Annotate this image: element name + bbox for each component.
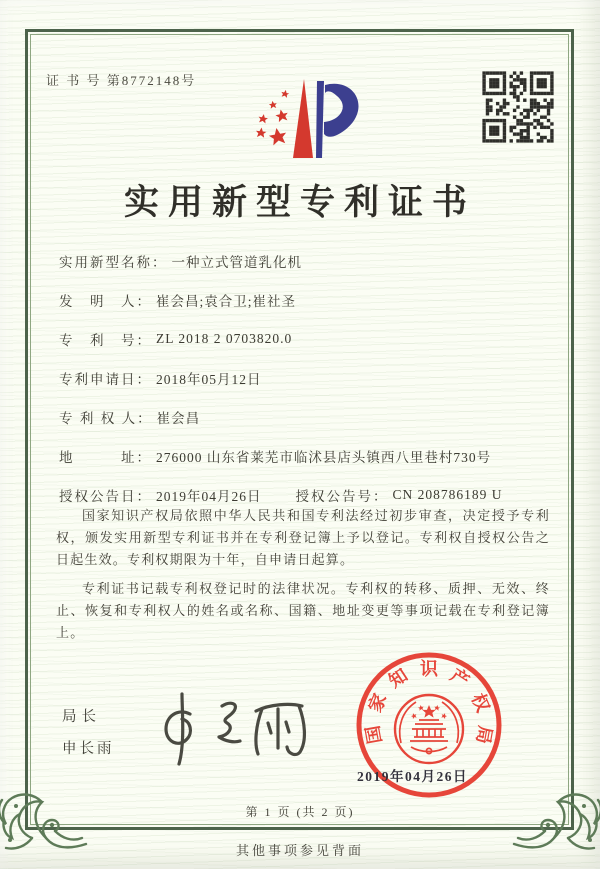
svg-text:权: 权: [467, 690, 494, 716]
body-paragraph-2: 专利证书记载专利权登记时的法律状况。专利权的转移、质押、无效、终止、恢复和专利权人的姓名或名称、国籍、地址变更等事项记载在专利登记簿上。: [56, 581, 550, 640]
field-value: 2018年05月12日: [156, 371, 262, 387]
svg-text:国: 国: [362, 724, 386, 746]
field-row-utility-model-name: [59, 241, 556, 280]
back-side-note: 其他事项参见背面: [235, 843, 364, 858]
field-label: 专利申请日：: [59, 371, 152, 387]
field-row-application-date: [59, 358, 556, 397]
seal-date: 2019年04月26日: [357, 769, 468, 784]
svg-text:知: 知: [385, 664, 412, 692]
certificate-fields: [59, 241, 556, 514]
field-row-address: [59, 436, 556, 475]
corner-flourish-bottom-left-icon: [0, 792, 90, 858]
field-value: 崔会昌;袁合卫;崔社圣: [156, 293, 297, 309]
certificate-title: 实用新型专利证书: [123, 183, 476, 222]
svg-text:产: 产: [446, 664, 473, 692]
field-label: 授权公告号：: [295, 488, 389, 504]
field-value: ZL 2018 2 0703820.0: [156, 330, 293, 346]
field-label: 地 址：: [59, 449, 152, 465]
cnipa-logo-icon: [233, 74, 373, 164]
director-title: 局长: [62, 709, 101, 725]
field-label: 实用新型名称：: [59, 254, 168, 270]
svg-text:识: 识: [420, 659, 438, 679]
field-row-patent-number: [59, 319, 556, 358]
logo-red-cone: [293, 79, 313, 158]
field-label: 发 明 人：: [59, 293, 152, 309]
field-label: 授权公告日：: [59, 488, 152, 504]
national-emblem: [395, 695, 463, 763]
svg-text:局: 局: [472, 724, 496, 746]
certificate-body-text: [56, 505, 550, 651]
director-signature-icon: [148, 686, 326, 774]
certificate-number: 证 书 号 第8772148号: [46, 73, 197, 88]
logo-stars: [255, 89, 289, 146]
field-label: 专 利 号：: [59, 332, 152, 348]
field-row-patentee: [59, 397, 556, 436]
field-row-inventors: [59, 280, 556, 319]
field-value: 276000 山东省莱芜市临沭县店头镇西八里巷村730号: [156, 449, 492, 465]
logo-blue-p-bowl: [324, 84, 359, 137]
director-name: 申长雨: [62, 741, 115, 757]
corner-flourish-bottom-right-icon: [510, 792, 600, 858]
field-value: 2019年04月26日: [156, 488, 262, 504]
field-value: 一种立式管道乳化机: [171, 254, 302, 270]
field-label: 专 利 权 人：: [59, 410, 153, 426]
page-indicator: 第 1 页 (共 2 页): [245, 805, 355, 819]
field-value: CN 208786189 U: [392, 486, 503, 502]
body-paragraph-1: 国家知识产权局依照中华人民共和国专利法经过初步审查，决定授予专利权，颁发实用新型专利证书并在专利登记簿上予以登记。专利权自授权公告之日起生效。专利权期限为十年，自申请日起算。: [56, 508, 550, 567]
qr-code-icon: [479, 68, 557, 146]
field-value: 崔会昌: [156, 410, 201, 426]
svg-text:家: 家: [364, 690, 391, 716]
logo-blue-bar: [316, 81, 324, 158]
